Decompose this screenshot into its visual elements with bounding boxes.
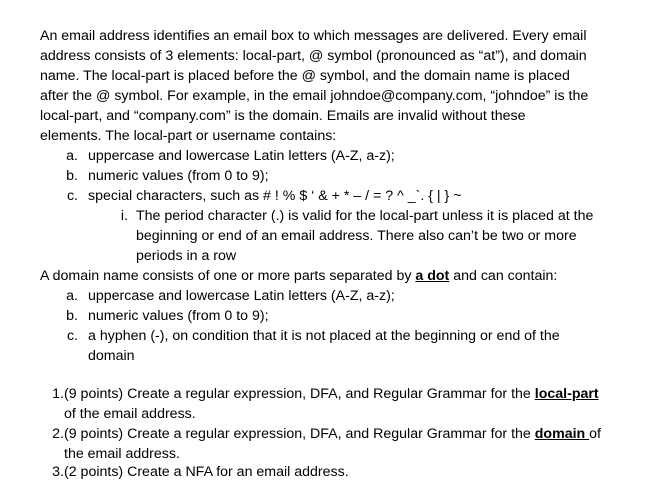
- question-emphasis: local-part: [534, 386, 599, 402]
- list-item-text: uppercase and lowercase Latin letters (A-Z, a-z);: [88, 288, 395, 304]
- list-marker: a.: [66, 148, 78, 164]
- list-item-text: domain: [88, 348, 135, 364]
- question-1-line-1: [64, 384, 599, 404]
- domain-intro-emphasis: a dot: [415, 268, 450, 284]
- list-item-text: special characters, such as # ! % $ ‘ & + * – / = ? ^ _`. { | } ~: [88, 188, 462, 204]
- domain-intro-tail: and can contain:: [449, 268, 558, 284]
- domain-intro: [40, 266, 557, 286]
- intro-line-5: local-part, and “company.com” is the domain. Emails are invalid without these: [40, 108, 526, 124]
- intro-line-4: after the @ symbol. For example, in the email johndoe@company.com, “johndoe” is the: [40, 88, 589, 104]
- question-tail: of: [589, 426, 601, 442]
- intro-line-1: An email address identifies an email box to which messages are delivered. Every email: [40, 28, 587, 44]
- question-text: (2 points) Create a NFA for an email address.: [64, 464, 349, 480]
- question-2-line-2: the email address.: [64, 446, 180, 462]
- question-text: (9 points) Create a regular expression, DFA, and Regular Grammar for the: [64, 386, 535, 402]
- list-item-text: a hyphen (-), on condition that it is not placed at the beginning or end of the: [88, 328, 560, 344]
- intro-line-2: address consists of 3 elements: local-part, @ symbol (pronounced as “at”), and domain: [40, 48, 587, 64]
- sub-item-line-2: beginning or end of an email address. There also can’t be two or more: [136, 228, 577, 244]
- sub-list-marker: i.: [120, 208, 128, 224]
- sub-item-line-1: The period character (.) is valid for the local-part unless it is placed at the: [136, 208, 594, 224]
- list-item-text: numeric values (from 0 to 9);: [88, 308, 269, 324]
- question-text: (9 points) Create a regular expression, DFA, and Regular Grammar for the: [64, 426, 535, 442]
- intro-line-6: elements. The local-part or username contains:: [40, 128, 337, 144]
- list-marker: a.: [66, 288, 78, 304]
- question-marker: 1.: [52, 386, 64, 402]
- list-marker: b.: [66, 308, 78, 324]
- list-marker: b.: [66, 168, 78, 184]
- question-emphasis: domain: [534, 426, 590, 442]
- question-marker: 2.: [52, 426, 64, 442]
- list-marker: c.: [66, 188, 78, 204]
- sub-item-line-3: periods in a row: [136, 248, 237, 264]
- list-marker: c.: [66, 328, 78, 344]
- intro-line-3: name. The local-part is placed before the @ symbol, and the domain name is placed: [40, 68, 570, 84]
- question-marker: 3.: [52, 464, 64, 480]
- question-3-line-1: [64, 462, 349, 482]
- list-item-text: numeric values (from 0 to 9);: [88, 168, 269, 184]
- question-1-line-2: of the email address.: [64, 406, 196, 422]
- list-item-text: uppercase and lowercase Latin letters (A-Z, a-z);: [88, 148, 395, 164]
- question-2-line-1: [64, 424, 601, 444]
- domain-intro-text: A domain name consists of one or more parts separated by: [40, 268, 416, 284]
